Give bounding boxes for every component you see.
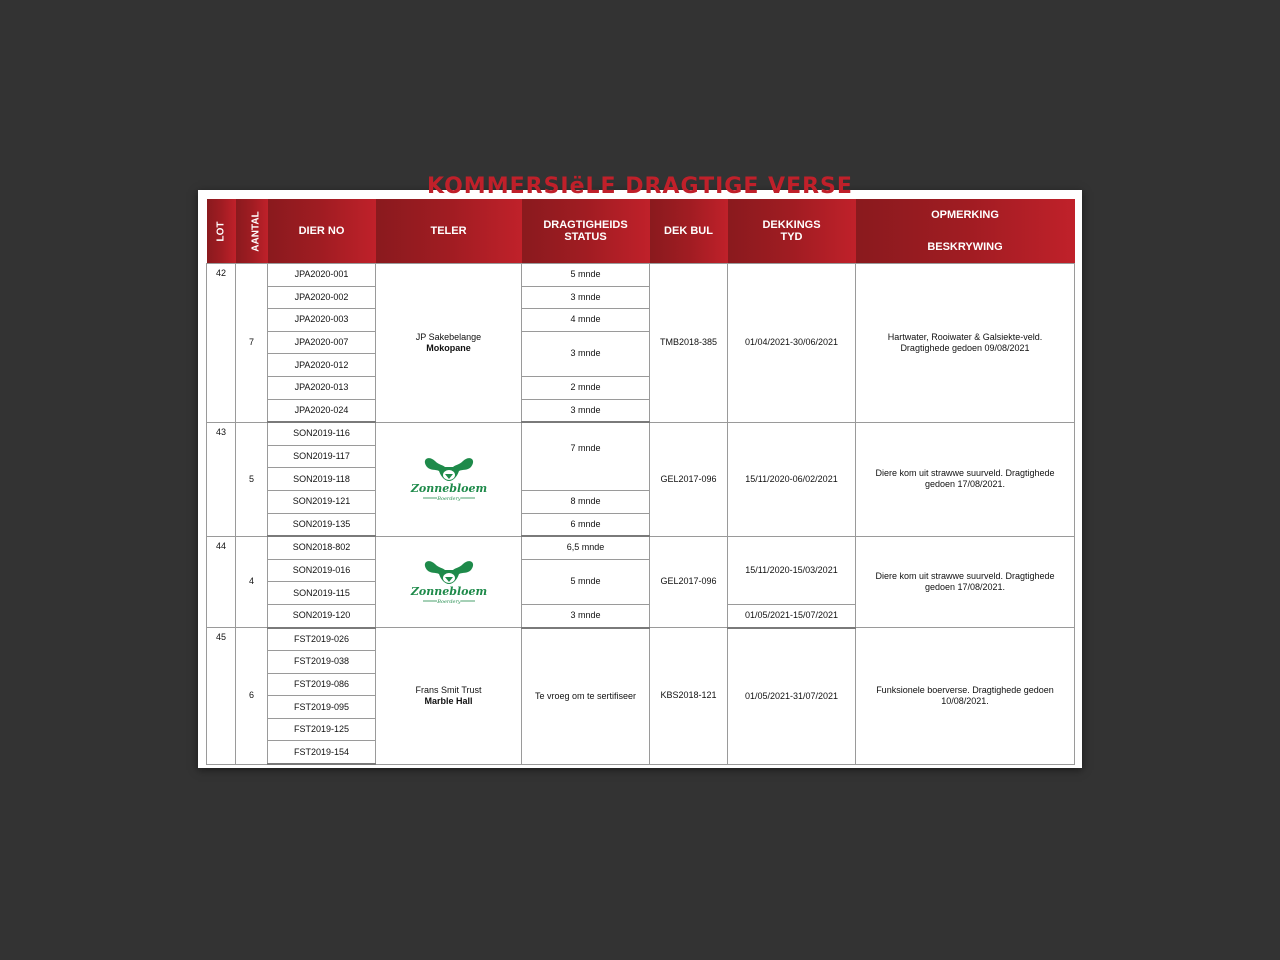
- status-value: 3 mnde: [522, 331, 650, 376]
- svg-text:Zonnebloem: Zonnebloem: [410, 584, 487, 598]
- lot-number: 45: [207, 628, 236, 765]
- dier-no: SON2019-115: [268, 582, 376, 605]
- dier-no: FST2019-086: [268, 673, 376, 696]
- table-header-row: [207, 199, 1075, 264]
- dier-no: FST2019-154: [268, 741, 376, 764]
- dekkings-tyd-value: 01/04/2021-30/06/2021: [728, 264, 856, 423]
- header-lot: LOT: [207, 199, 236, 264]
- status-value: 6,5 mnde: [522, 536, 650, 559]
- opmerking-value: Funksionele boerverse. Dragtighede gedoen 10/08/2021.: [856, 628, 1075, 765]
- dier-no: SON2019-118: [268, 468, 376, 491]
- opmerking-value: Hartwater, Rooiwater & Galsiekte-veld. Dragtighede gedoen 09/08/2021: [856, 264, 1075, 423]
- status-value: 5 mnde: [522, 264, 650, 287]
- dier-no: SON2018-802: [268, 536, 376, 559]
- aantal-value: 7: [236, 264, 268, 423]
- status-value: 2 mnde: [522, 376, 650, 399]
- buffalo-logo-icon: [411, 455, 487, 503]
- dier-no: FST2019-026: [268, 628, 376, 651]
- dier-no: SON2019-120: [268, 604, 376, 627]
- aantal-value: 6: [236, 628, 268, 765]
- dier-no: JPA2020-013: [268, 376, 376, 399]
- status-value: 5 mnde: [522, 559, 650, 604]
- teler-cell: [376, 422, 522, 536]
- dekkings-tyd-value: 01/05/2021-15/07/2021: [728, 604, 856, 627]
- header-dek-bul: DEK BUL: [650, 199, 728, 264]
- teler-name: Frans Smit Trust: [415, 684, 482, 695]
- aantal-value: 5: [236, 422, 268, 536]
- table-row: [207, 264, 1075, 287]
- dier-no: JPA2020-003: [268, 309, 376, 332]
- dier-no: SON2019-116: [268, 422, 376, 445]
- header-dekkings-tyd: DEKKINGS TYD: [728, 199, 856, 264]
- status-value: 7 mnde: [522, 422, 650, 490]
- teler-name: JP Sakebelange: [415, 331, 482, 342]
- dier-no: FST2019-038: [268, 651, 376, 674]
- dier-no: SON2019-121: [268, 490, 376, 513]
- buffalo-logo-icon: [411, 558, 487, 606]
- teler-cell: [376, 628, 522, 765]
- aantal-value: 4: [236, 536, 268, 627]
- table-row: [207, 628, 1075, 651]
- dek-bul-value: TMB2018-385: [650, 264, 728, 423]
- svg-text:Boerdery: Boerdery: [436, 598, 461, 605]
- dek-bul-value: GEL2017-096: [650, 422, 728, 536]
- dier-no: FST2019-125: [268, 718, 376, 741]
- status-value: 4 mnde: [522, 309, 650, 332]
- teler-place: Marble Hall: [424, 695, 473, 706]
- opmerking-value: Diere kom uit strawwe suurveld. Dragtighede gedoen 17/08/2021.: [856, 536, 1075, 627]
- status-value: Te vroeg om te sertifiseer: [522, 628, 650, 765]
- teler-place: Mokopane: [426, 342, 471, 353]
- lot-number: 43: [207, 422, 236, 536]
- zonnebloem-logo: [411, 558, 487, 606]
- zonnebloem-logo: [411, 455, 487, 503]
- status-value: 6 mnde: [522, 513, 650, 536]
- dek-bul-value: KBS2018-121: [650, 628, 728, 765]
- dier-no: JPA2020-012: [268, 354, 376, 377]
- teler-cell: [376, 264, 522, 423]
- dekkings-tyd-value: 01/05/2021-31/07/2021: [728, 628, 856, 765]
- dier-no: SON2019-117: [268, 445, 376, 468]
- lots-table: [206, 199, 1075, 765]
- dier-no: SON2019-016: [268, 559, 376, 582]
- table-row: [207, 422, 1075, 445]
- document-title: KOMMERSIëLE DRAGTIGE VERSE: [427, 174, 853, 199]
- header-aantal: AANTAL: [236, 199, 268, 264]
- dek-bul-value: GEL2017-096: [650, 536, 728, 627]
- header-teler: TELER: [376, 199, 522, 264]
- table-row: [207, 536, 1075, 559]
- status-value: 8 mnde: [522, 490, 650, 513]
- svg-text:Zonnebloem: Zonnebloem: [410, 482, 487, 496]
- header-dier-no: DIER NO: [268, 199, 376, 264]
- status-value: 3 mnde: [522, 399, 650, 422]
- lot-number: 42: [207, 264, 236, 423]
- dier-no: JPA2020-001: [268, 264, 376, 287]
- opmerking-value: Diere kom uit strawwe suurveld. Dragtighede gedoen 17/08/2021.: [856, 422, 1075, 536]
- document-image: [198, 174, 1082, 768]
- dier-no: JPA2020-002: [268, 286, 376, 309]
- dekkings-tyd-value: 15/11/2020-15/03/2021: [728, 536, 856, 604]
- header-dragtigheids-status: DRAGTIGHEIDS STATUS: [522, 199, 650, 264]
- status-value: 3 mnde: [522, 604, 650, 627]
- dier-no: JPA2020-007: [268, 331, 376, 354]
- status-value: 3 mnde: [522, 286, 650, 309]
- dier-no: FST2019-095: [268, 696, 376, 719]
- dier-no: JPA2020-024: [268, 399, 376, 422]
- header-opmerking: OPMERKING BESKRYWING: [856, 199, 1075, 264]
- svg-text:Boerdery: Boerdery: [436, 496, 461, 503]
- lot-number: 44: [207, 536, 236, 627]
- dier-no: SON2019-135: [268, 513, 376, 536]
- dekkings-tyd-value: 15/11/2020-06/02/2021: [728, 422, 856, 536]
- teler-cell: [376, 536, 522, 627]
